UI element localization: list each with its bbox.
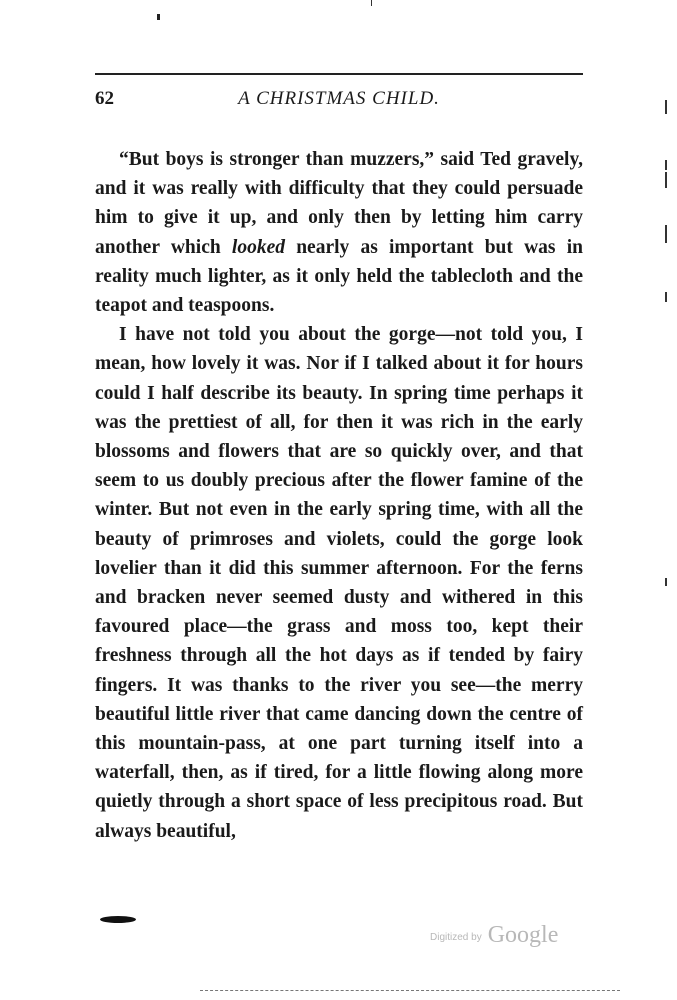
header-rule <box>95 73 583 75</box>
body-text <box>95 145 583 846</box>
edge-artifact <box>665 578 667 586</box>
digitization-watermark <box>430 922 558 949</box>
watermark-brand: Google <box>487 922 559 948</box>
page-number: 62 <box>95 88 114 109</box>
edge-artifact <box>665 172 667 188</box>
book-title: A CHRISTMAS CHILD. <box>238 88 440 109</box>
ink-blot <box>100 916 136 923</box>
paragraph-2: I have not told you about the gorge—not told you, I mean, how lovely it was. Nor if I talked about it for hours could I half describe its beauty. In spring time perhaps it was the prettiest of all, for then it was rich in the early blossoms and flowers that are so quickly over, and that seem to us doubly precious after the flower famine of the winter. But not even in the early spring time, with all the beauty of primroses and violets, could the gorge look lovelier than it did this summer afternoon. For the ferns and bracken never seemed dusty and withered in this favoured place—the grass and moss too, kept their freshness through all the hot days as if tended by fairy fingers. It was thanks to the river you see—the merry beautiful little river that came dancing down the centre of this mountain-pass, at one part turning itself into a waterfall, then, as if tired, for a little flowing along more quietly through a short space of less precipitous road. But always beautiful, <box>95 324 583 842</box>
paragraph-1-start: “But boys is stronger than muzzers,” said Ted gravely, and it was really with difficulty that they could persuade him to give it up, and only then by letting him carry another which <box>95 149 583 258</box>
edge-artifact <box>665 225 667 243</box>
scan-edge-line <box>200 990 620 992</box>
paragraph-1-italic: looked <box>231 236 285 258</box>
scan-artifact-tick <box>371 0 372 6</box>
watermark-prefix: Digitized by <box>430 932 482 943</box>
scan-artifact-dot <box>157 14 160 20</box>
running-head <box>95 88 583 114</box>
edge-artifact <box>665 292 667 302</box>
edge-artifact <box>665 160 667 170</box>
paragraph-1 <box>95 145 583 320</box>
paragraph-1-end: nearly as important but was in reality much lighter, as it only held the tablecloth and the teapot and teaspoons. <box>95 236 583 317</box>
edge-artifact <box>665 100 667 114</box>
